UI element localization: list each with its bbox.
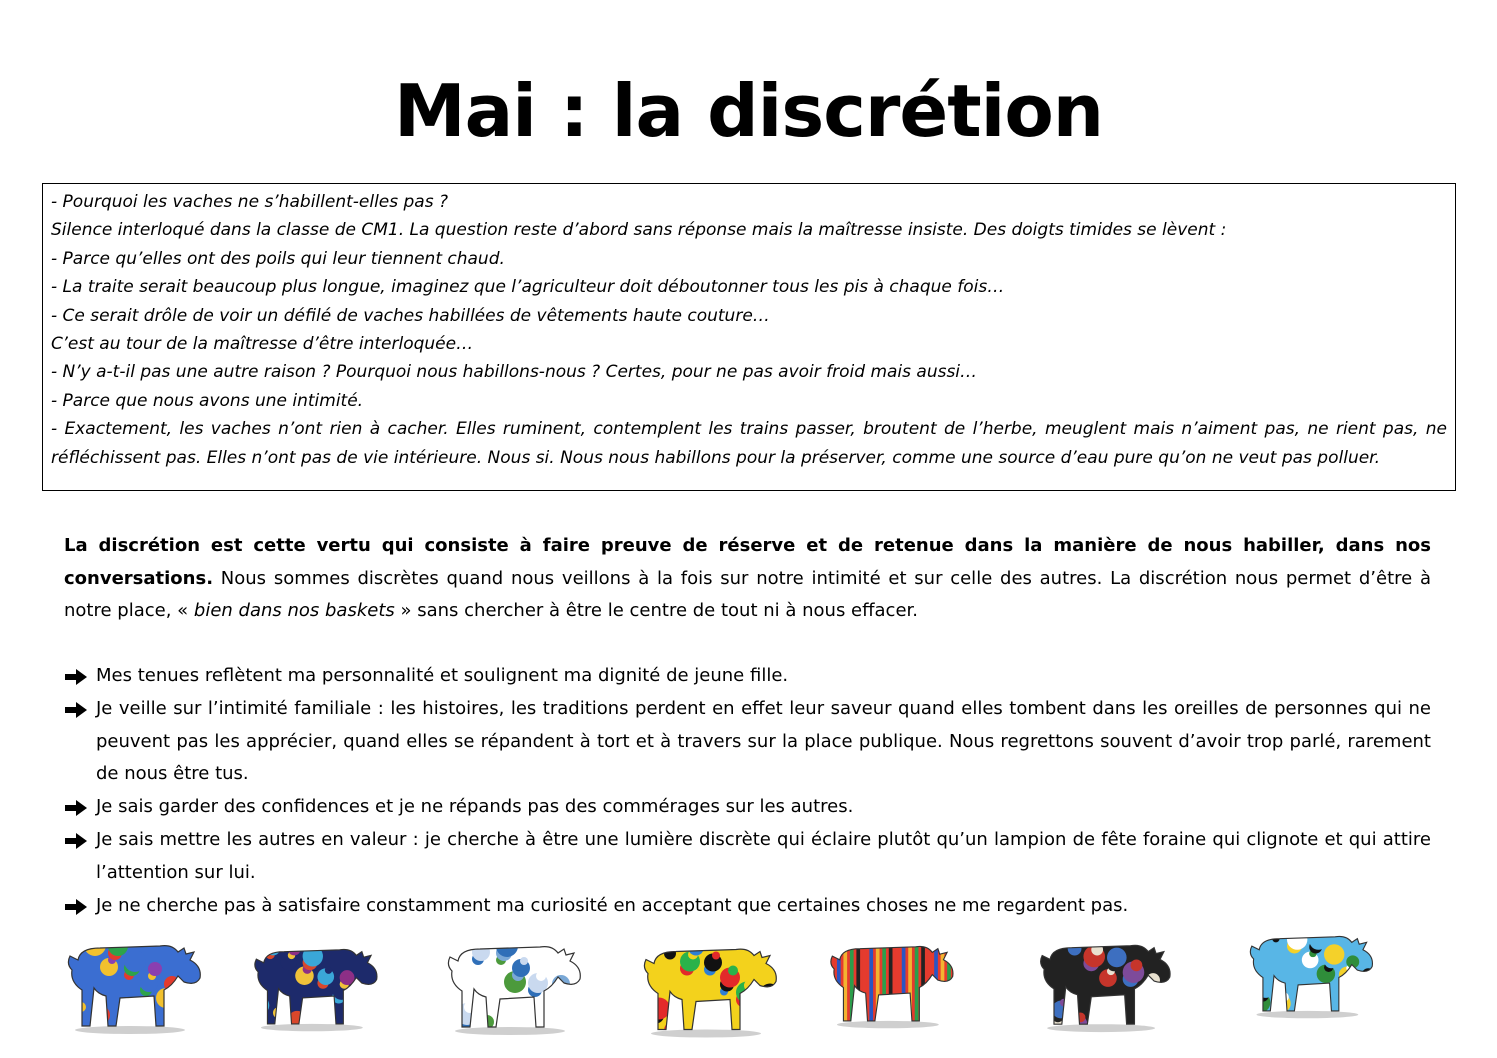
story-line: - La traite serait beaucoup plus longue, imaginez que l’agriculteur doit déboutonner tous les pis à chaque fois… xyxy=(51,277,1005,298)
arrow-right-icon xyxy=(64,824,92,856)
rule-item xyxy=(64,693,1431,791)
rule-text: Mes tenues reflètent ma personnalité et soulignent ma dignité de jeune fille. xyxy=(96,665,789,686)
painted-cow-3 xyxy=(440,930,590,1040)
rule-text: Je ne cherche pas à satisfaire constamment ma curiosité en acceptant que certaines choses ne me regardent pas. xyxy=(96,894,1129,916)
intro-text: Nous sommes discrètes quand nous veillons à la fois sur notre intimité et sur celle des autres. La discrétion nous permet d’être à notre place, « xyxy=(64,567,1431,621)
story-line: - N’y a-t-il pas une autre raison ? Pourquoi nous habillons-nous ? Certes, pour ne pas avoir froid mais aussi… xyxy=(51,362,978,383)
story-line: - Ce serait drôle de voir un défilé de vaches habillées de vêtements haute couture… xyxy=(51,305,770,326)
arrow-right-icon xyxy=(64,890,92,922)
painted-cow-2 xyxy=(244,935,389,1035)
intro-italic: bien dans nos baskets xyxy=(193,600,395,621)
story-line: - Exactement, les vaches n’ont rien à cacher. Elles ruminent, contemplent les trains passer, broutent de l’herbe, meuglent mais n’aiment pas, ne rient pas, ne réfléchissent pas. Elles n’ont pas de vie intérieure. Nous si. Nous nous habillons pour la préserver, comme une source d’eau pure qu’on ne veut pas polluer. xyxy=(51,419,1447,468)
story-line: - Parce qu’elles ont des poils qui leur tiennent chaud. xyxy=(51,248,505,269)
intro-text-end: » sans chercher à être le centre de tout ni à nous effacer. xyxy=(394,600,918,621)
rule-text: Je sais mettre les autres en valeur : je cherche à être une lumière discrète qui éclaire plutôt qu’un lampion de fête foraine qui clignote et qui attire l’attention sur lui. xyxy=(96,828,1431,883)
painted-cow-1 xyxy=(60,930,210,1038)
story-line: C’est au tour de la maîtresse d’être interloquée… xyxy=(51,334,474,355)
painted-cow-7 xyxy=(1238,922,1386,1022)
arrow-right-icon xyxy=(64,791,92,823)
intro-paragraph xyxy=(64,530,1431,628)
arrow-right-icon xyxy=(64,660,92,692)
rule-text: Je veille sur l’intimité familiale : les histoires, les traditions perdent en effet leur saveur quand elles tombent dans les oreilles de personnes qui ne peuvent pas les apprécier, quand elles se répandent à tort et à travers sur la place publique. Nous regrettons souvent d’avoir trop parlé, rarement de nous être tus. xyxy=(96,697,1431,785)
painted-cow-4 xyxy=(636,930,786,1045)
rule-item xyxy=(64,791,1431,824)
intro-bold: La discrétion est cette vertu qui consiste à faire preuve de réserve et de retenue dans la manière de nous habiller, dans nos conversations. xyxy=(64,535,1431,589)
rule-item xyxy=(64,660,1431,693)
story-line: Silence interloqué dans la classe de CM1. La question reste d’abord sans réponse mais la maîtresse insiste. Des doigts timides se lèvent : xyxy=(51,220,1227,241)
rule-item xyxy=(64,890,1431,923)
painted-cow-5 xyxy=(820,932,965,1032)
rule-item xyxy=(64,824,1431,890)
page-title: Mai : la discrétion xyxy=(393,69,1104,153)
painted-cow-6 xyxy=(1032,930,1180,1036)
arrow-right-icon xyxy=(64,693,92,725)
story-box xyxy=(42,183,1456,491)
story-line: - Parce que nous avons une intimité. xyxy=(51,390,364,411)
rules-list xyxy=(64,660,1431,922)
rule-text: Je sais garder des confidences et je ne répands pas des commérages sur les autres. xyxy=(96,796,854,818)
story-line: - Pourquoi les vaches ne s’habillent-elles pas ? xyxy=(51,192,449,212)
